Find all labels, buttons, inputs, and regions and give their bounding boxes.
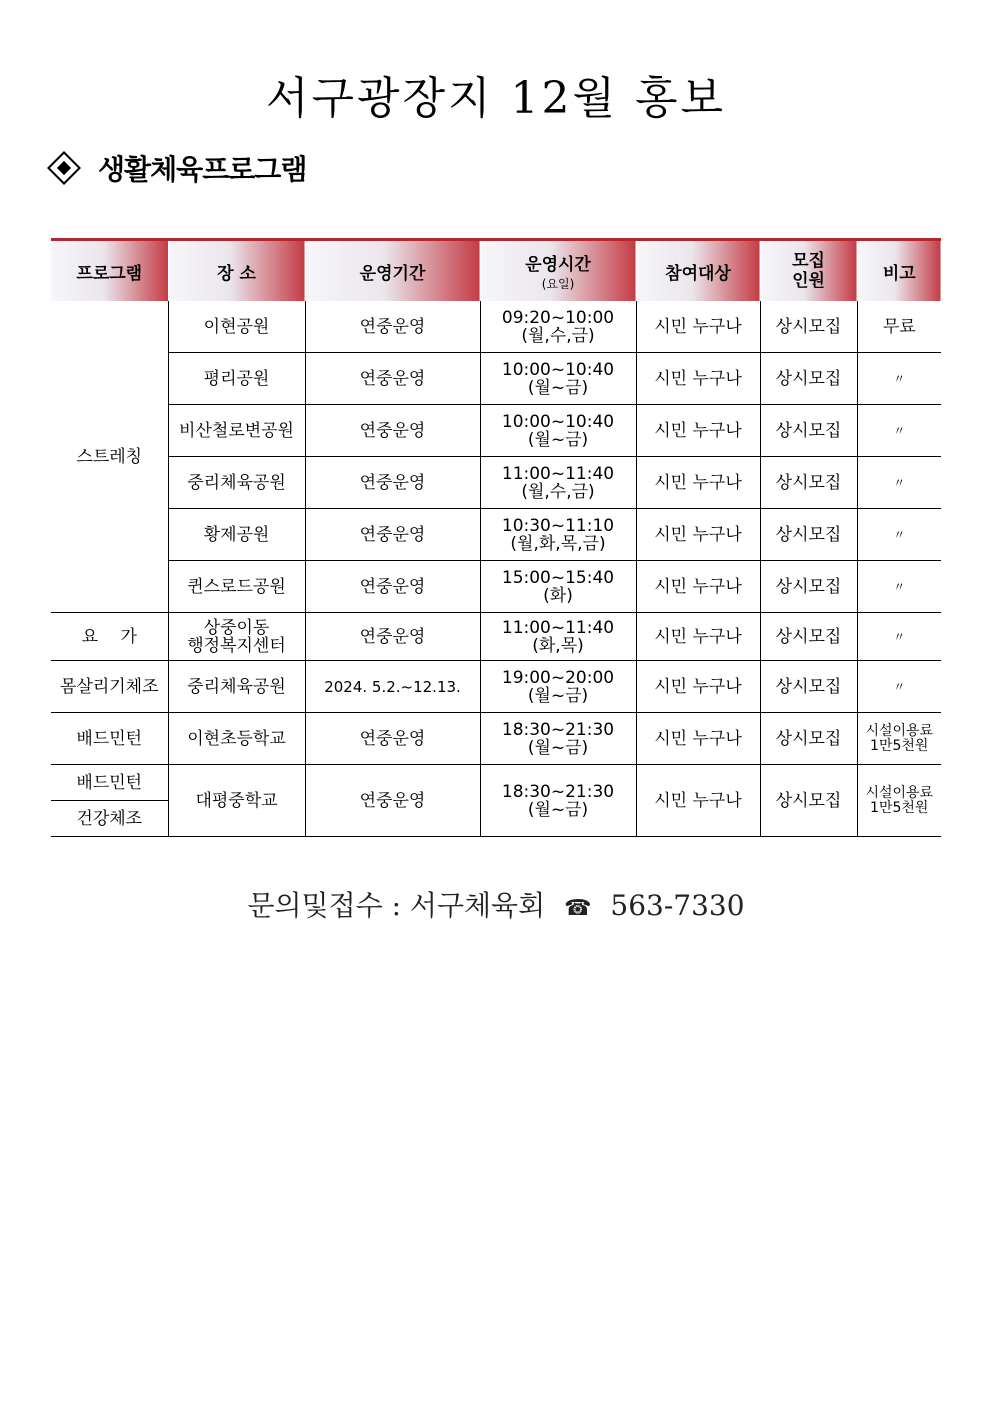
cell-place: 중리체육공원	[168, 661, 305, 713]
cell-note: 〃	[857, 613, 941, 661]
cell-time: 15:00~15:40 (화)	[480, 561, 636, 613]
cell-time: 18:30~21:30 (월~금)	[480, 765, 636, 837]
cell-time: 10:00~10:40 (월~금)	[480, 405, 636, 457]
cell-place: 비산철로변공원	[168, 405, 305, 457]
cell-target: 시민 누구나	[636, 405, 760, 457]
cell-program: 배드민턴	[51, 713, 168, 765]
cell-target: 시민 누구나	[636, 765, 760, 837]
cell-time: 19:00~20:00 (월~금)	[480, 661, 636, 713]
cell-period: 연중운영	[305, 457, 480, 509]
cell-target: 시민 누구나	[636, 301, 760, 353]
cell-period: 연중운영	[305, 713, 480, 765]
contact-label: 문의및접수 : 서구체육회	[247, 889, 546, 922]
cell-target: 시민 누구나	[636, 713, 760, 765]
page-title: 서구광장지 12월 홍보	[266, 73, 726, 124]
cell-note: 시설이용료 1만5천원	[857, 765, 941, 837]
cell-time: 10:30~11:10 (월,화,목,금)	[480, 509, 636, 561]
cell-recruit: 상시모집	[760, 765, 857, 837]
cell-period: 연중운영	[305, 301, 480, 353]
cell-recruit: 상시모집	[760, 613, 857, 661]
header-time-sub: (요일)	[541, 277, 575, 291]
cell-period: 연중운영	[305, 509, 480, 561]
header-time	[480, 240, 636, 302]
cell-note: 〃	[857, 561, 941, 613]
cell-note: 〃	[857, 353, 941, 405]
cell-program: 건강체조	[51, 801, 168, 837]
cell-note: 〃	[857, 661, 941, 713]
cell-period: 연중운영	[305, 613, 480, 661]
cell-target: 시민 누구나	[636, 509, 760, 561]
cell-place: 중리체육공원	[168, 457, 305, 509]
cell-note: 〃	[857, 457, 941, 509]
cell-place: 상중이동 행정복지센터	[168, 613, 305, 661]
cell-place: 대평중학교	[168, 765, 305, 837]
cell-recruit: 상시모집	[760, 509, 857, 561]
cell-recruit: 상시모집	[760, 561, 857, 613]
cell-recruit: 상시모집	[760, 353, 857, 405]
cell-program: 요 가	[51, 613, 168, 661]
cell-program: 배드민턴	[51, 765, 168, 801]
table-row	[51, 405, 941, 457]
cell-time: 11:00~11:40 (화,목)	[480, 613, 636, 661]
table-row	[51, 561, 941, 613]
cell-recruit: 상시모집	[760, 661, 857, 713]
cell-target: 시민 누구나	[636, 613, 760, 661]
program-table	[51, 238, 941, 837]
cell-period: 연중운영	[305, 353, 480, 405]
cell-target: 시민 누구나	[636, 561, 760, 613]
cell-note: 시설이용료 1만5천원	[857, 713, 941, 765]
header-recruit: 모집 인원	[760, 240, 857, 302]
cell-period: 연중운영	[305, 765, 480, 837]
header-period: 운영기간	[305, 240, 480, 302]
contact-footer	[0, 884, 992, 924]
cell-place: 황제공원	[168, 509, 305, 561]
cell-recruit: 상시모집	[760, 405, 857, 457]
table-row	[51, 765, 941, 801]
section-heading	[46, 148, 306, 188]
cell-recruit: 상시모집	[760, 713, 857, 765]
table-row	[51, 353, 941, 405]
cell-place: 이현공원	[168, 301, 305, 353]
table-row	[51, 713, 941, 765]
cell-target: 시민 누구나	[636, 353, 760, 405]
cell-period: 연중운영	[305, 405, 480, 457]
cell-period: 연중운영	[305, 561, 480, 613]
cell-recruit: 상시모집	[760, 301, 857, 353]
header-program: 프로그램	[51, 240, 168, 302]
cell-time: 11:00~11:40 (월,수,금)	[480, 457, 636, 509]
cell-place: 평리공원	[168, 353, 305, 405]
table-row	[51, 301, 941, 353]
cell-note: 〃	[857, 509, 941, 561]
table-row	[51, 457, 941, 509]
cell-place: 퀸스로드공원	[168, 561, 305, 613]
cell-program: 몸살리기체조	[51, 661, 168, 713]
cell-target: 시민 누구나	[636, 661, 760, 713]
table-row	[51, 661, 941, 713]
phone-icon: ☎	[564, 896, 592, 921]
header-place: 장 소	[168, 240, 305, 302]
cell-note: 〃	[857, 405, 941, 457]
header-target: 참여대상	[636, 240, 760, 302]
cell-recruit: 상시모집	[760, 457, 857, 509]
header-time-label: 운영시간	[525, 255, 591, 275]
cell-time: 18:30~21:30 (월~금)	[480, 713, 636, 765]
header-note: 비고	[857, 240, 941, 302]
cell-place: 이현초등학교	[168, 713, 305, 765]
table-row	[51, 509, 941, 561]
cell-note: 무료	[857, 301, 941, 353]
cell-period: 2024. 5.2.~12.13.	[305, 661, 480, 713]
table-header-row	[51, 240, 941, 302]
cell-time: 10:00~10:40 (월~금)	[480, 353, 636, 405]
cell-time: 09:20~10:00 (월,수,금)	[480, 301, 636, 353]
table-row	[51, 613, 941, 661]
cell-target: 시민 누구나	[636, 457, 760, 509]
contact-phone: 563-7330	[610, 889, 745, 922]
cell-program: 스트레칭	[51, 301, 168, 613]
section-label: 생활체육프로그램	[98, 153, 307, 186]
diamond-bullet-icon	[47, 151, 81, 185]
